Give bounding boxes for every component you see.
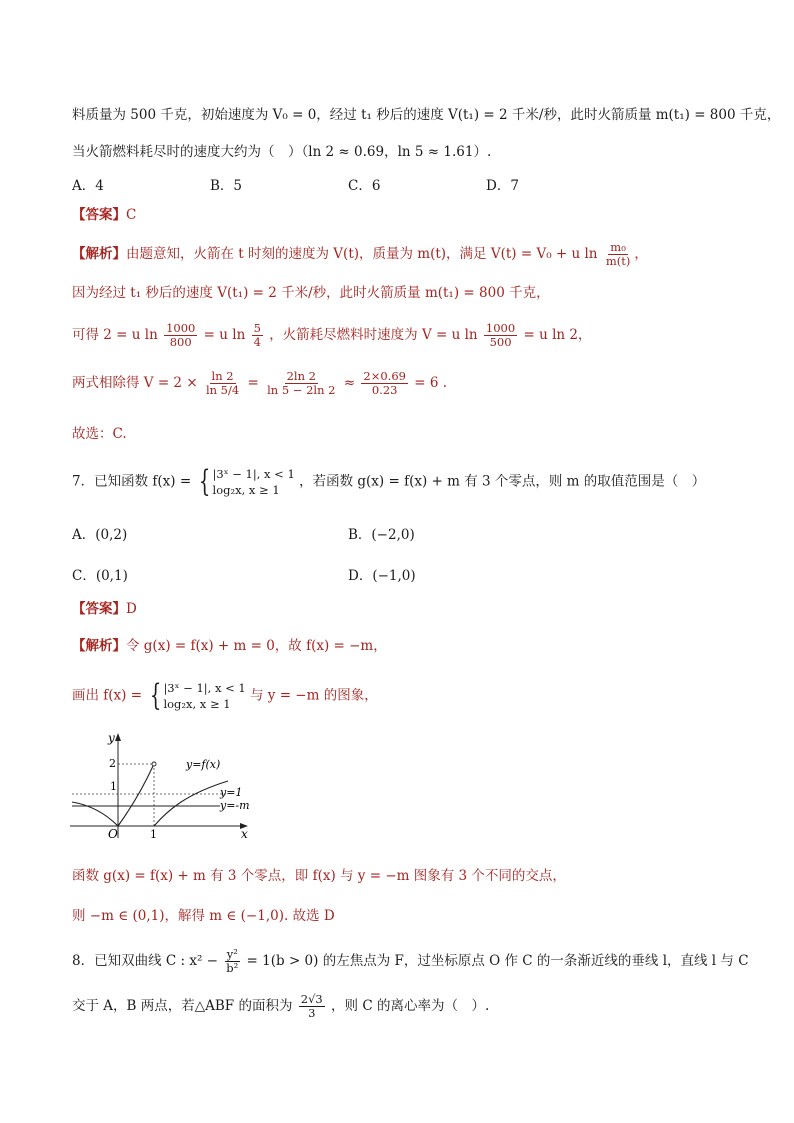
fraction bbox=[164, 322, 197, 349]
q7-option-d: D．(−1,0) bbox=[348, 568, 416, 584]
analysis-text: ≈ bbox=[343, 375, 356, 391]
y-axis-arrow bbox=[115, 733, 121, 741]
analysis-text: 与 y = −m 的图象， bbox=[250, 687, 378, 704]
fraction-num: 5 bbox=[253, 321, 261, 335]
analysis-text: ， bbox=[634, 246, 648, 262]
piecewise-function bbox=[195, 466, 294, 498]
q6-option-c: C．6 bbox=[348, 178, 381, 194]
brace-glyph: { bbox=[199, 464, 211, 499]
y-tick-2: 2 bbox=[109, 757, 116, 770]
fraction-den: 0.23 bbox=[371, 383, 398, 397]
piecewise-function bbox=[146, 680, 245, 712]
analysis-text: 两式相除得 V = 2 × bbox=[72, 375, 198, 391]
q7-analysis-line-4: 则 −m ∈ (0,1)，解得 m ∈ (−1,0). 故选 D bbox=[72, 908, 335, 924]
fraction-num: ln 2 bbox=[211, 369, 234, 383]
fraction-den: 500 bbox=[489, 335, 512, 349]
piece-row: |3ˣ − 1|, x < 1 bbox=[212, 467, 295, 481]
q7-analysis-line-2 bbox=[72, 680, 754, 712]
answer-value: D bbox=[126, 601, 137, 617]
q6-analysis-line-1 bbox=[72, 241, 754, 268]
stem-text: ，则 C 的离心率为（ ）. bbox=[331, 998, 490, 1014]
q7-analysis-line-1 bbox=[72, 636, 754, 656]
q8-stem-line-2 bbox=[72, 993, 754, 1020]
stem-text: = 1(b > 0) 的左焦点为 F，过坐标原点 O 作 C 的一条渐近线的垂线 l，直线 l 与 C bbox=[246, 953, 749, 969]
fraction-num: 2×0.69 bbox=[363, 369, 406, 383]
stem-text: 交于 A，B 两点，若△ABF 的面积为 bbox=[72, 998, 293, 1014]
analysis-text: = bbox=[247, 375, 259, 391]
line1-label: y=1 bbox=[220, 786, 243, 799]
fraction bbox=[484, 322, 517, 349]
fraction-den: 3 bbox=[308, 1006, 316, 1020]
q6-analysis-line-4 bbox=[72, 370, 754, 397]
analysis-text: 由题意知，火箭在 t 时刻的速度为 V(t)，质量为 m(t)，满足 V(t) = V₀ + u ln bbox=[126, 246, 598, 262]
fraction-den: m(t) bbox=[605, 254, 631, 268]
q7-option-b: B．(−2,0) bbox=[348, 527, 415, 543]
q6-analysis-line-2: 因为经过 t₁ 秒后的速度 V(t₁) = 2 千米/秒，此时火箭质量 m(t₁) = 800 千克， bbox=[72, 285, 550, 301]
origin-label: O bbox=[108, 827, 118, 840]
analysis-text: = 6 . bbox=[414, 375, 448, 391]
line2-label: y=-m bbox=[220, 799, 250, 812]
fraction-den: 800 bbox=[169, 335, 192, 349]
q7-answer bbox=[72, 599, 754, 619]
q6-answer bbox=[72, 205, 754, 225]
fraction-den: ln 5 − 2ln 2 bbox=[267, 383, 336, 397]
fraction-num: 1000 bbox=[166, 321, 196, 335]
fraction-num: y² bbox=[226, 947, 238, 961]
q8-stem-line-1 bbox=[72, 948, 754, 975]
function-graph bbox=[68, 728, 258, 840]
analysis-text: = u ln bbox=[203, 327, 246, 343]
x-axis-label: x bbox=[241, 827, 248, 840]
piece-row: |3ˣ − 1|, x < 1 bbox=[163, 681, 246, 695]
q6-stem-line-1: 料质量为 500 千克，初始速度为 V₀ = 0，经过 t₁ 秒后的速度 V(t₁) = 2 千米/秒，此时火箭质量 m(t₁) = 800 千克， bbox=[72, 107, 781, 123]
q7-stem bbox=[72, 466, 754, 498]
y-axis-label: y bbox=[108, 731, 115, 745]
q6-option-a: A．4 bbox=[72, 178, 104, 194]
answer-value: C bbox=[126, 207, 137, 223]
q6-conclusion: 故选：C. bbox=[72, 426, 127, 442]
piece-row: log₂x, x ≥ 1 bbox=[212, 483, 280, 497]
fraction-den: ln 5/4 bbox=[205, 383, 240, 397]
fraction-num: 2√3 bbox=[300, 992, 323, 1006]
piece-row: log₂x, x ≥ 1 bbox=[163, 697, 231, 711]
fraction bbox=[204, 370, 241, 397]
q7-analysis-line-3: 函数 g(x) = f(x) + m 有 3 个零点，即 f(x) 与 y = −m 图象有 3 个不同的交点， bbox=[72, 868, 566, 884]
brace-glyph: { bbox=[150, 678, 162, 713]
q6-option-d: D．7 bbox=[486, 178, 519, 194]
analysis-tag: 【解析】 bbox=[72, 638, 126, 654]
q6-option-b: B．5 bbox=[210, 178, 243, 194]
stem-text: 7．已知函数 f(x) = bbox=[72, 473, 192, 490]
curve-left-piece bbox=[72, 766, 153, 826]
analysis-text: ，火箭耗尽燃料时速度为 V = u ln bbox=[269, 327, 478, 343]
fraction bbox=[361, 370, 408, 397]
fraction bbox=[224, 948, 240, 975]
fraction bbox=[604, 241, 633, 268]
q7-option-a: A．(0,2) bbox=[72, 527, 128, 543]
analysis-text: 可得 2 = u ln bbox=[72, 327, 158, 343]
curve-label: y=f(x) bbox=[186, 758, 221, 771]
q6-stem-line-2: 当火箭燃料耗尽时的速度大约为（ ）（ln 2 ≈ 0.69，ln 5 ≈ 1.61）. bbox=[72, 144, 492, 160]
q7-option-c: C．(0,1) bbox=[72, 568, 128, 584]
fraction-num: 1000 bbox=[485, 321, 516, 335]
fraction-den: 4 bbox=[253, 335, 261, 349]
x-tick-1: 1 bbox=[150, 828, 157, 840]
analysis-text: 画出 f(x) = bbox=[72, 687, 143, 704]
stem-text: ，若函数 g(x) = f(x) + m 有 3 个零点，则 m 的取值范围是（ ） bbox=[299, 473, 706, 490]
fraction-num: m₀ bbox=[610, 240, 626, 254]
fraction-num: 2ln 2 bbox=[286, 369, 316, 383]
analysis-text: 令 g(x) = f(x) + m = 0，故 f(x) = −m， bbox=[126, 638, 387, 654]
analysis-text: = u ln 2， bbox=[523, 327, 592, 343]
curve-right-piece bbox=[154, 781, 228, 826]
fraction bbox=[252, 322, 263, 349]
y-tick-1: 1 bbox=[110, 780, 117, 793]
answer-tag: 【答案】 bbox=[72, 207, 126, 223]
q6-analysis-line-3 bbox=[72, 322, 754, 349]
fraction bbox=[265, 370, 337, 397]
answer-tag: 【答案】 bbox=[72, 601, 126, 617]
fraction bbox=[299, 993, 325, 1020]
analysis-tag: 【解析】 bbox=[72, 246, 126, 262]
open-endpoint bbox=[152, 762, 156, 766]
fraction-den: b² bbox=[226, 961, 239, 975]
stem-text: 8．已知双曲线 C : x² − bbox=[72, 953, 218, 969]
